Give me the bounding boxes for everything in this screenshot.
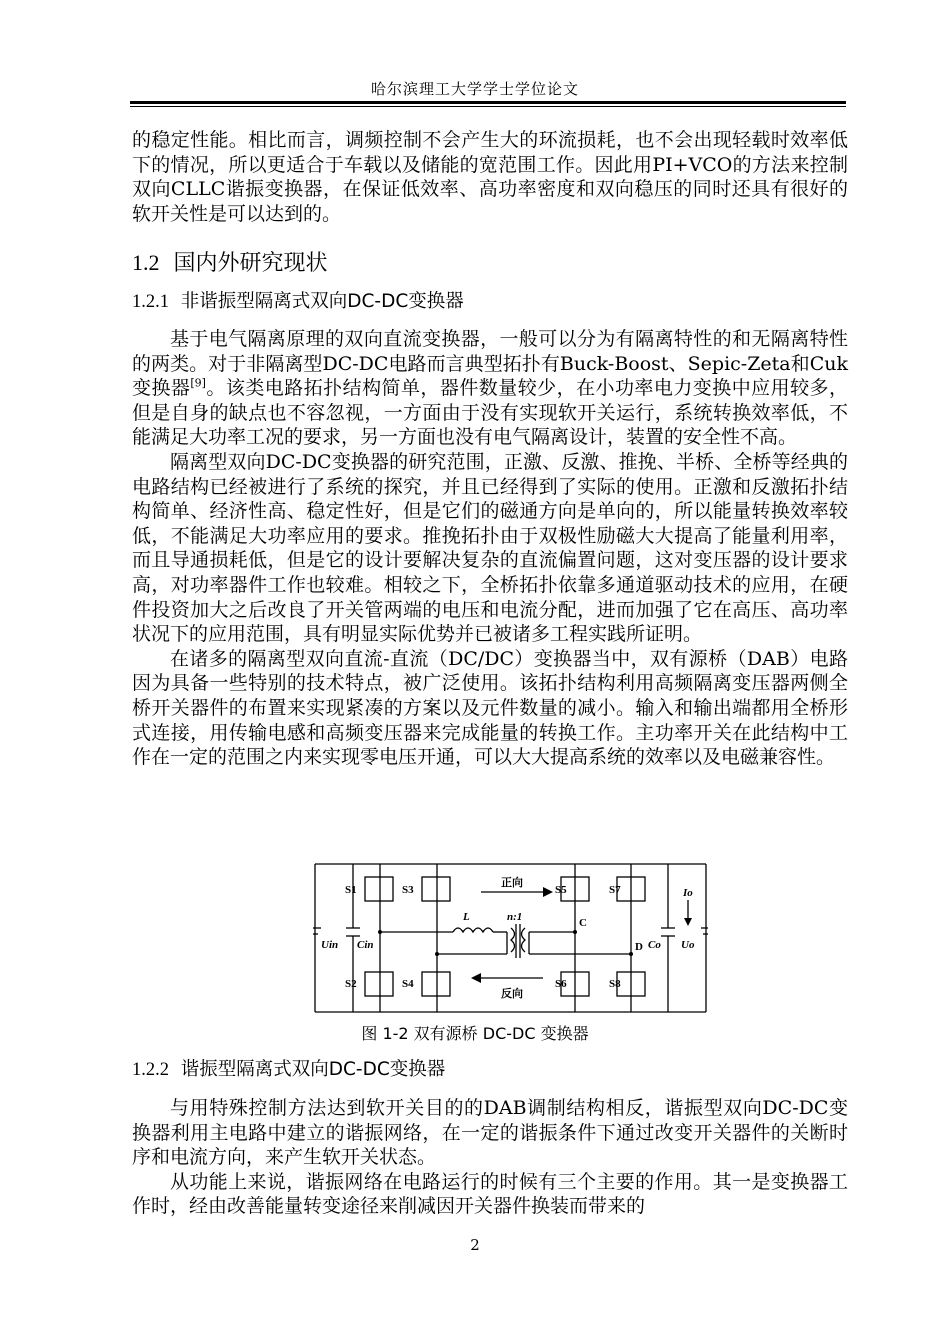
section-1-2-1-heading	[132, 289, 848, 315]
label-s1: S1	[345, 884, 357, 896]
label-node-c: C	[579, 917, 587, 929]
page-number: 2	[470, 1236, 480, 1254]
paragraph-1-text-a: 基于电气隔离原理的双向直流变换器，一般可以分为有隔离特性的和无隔离特性的两类。对于非隔离型DC-DC电路而言典型拓扑有Buck-Boost、Sepic-Zeta和Cuk变换器	[132, 328, 848, 400]
paragraph-1	[132, 327, 848, 450]
label-s2: S2	[345, 978, 357, 990]
intro-block	[132, 128, 848, 226]
paragraph-1-text-b: 。该类电路拓扑结构简单，器件数量较少，在小功率电力变换中应用较多，但是自身的缺点也不容忽视，一方面由于没有实现软开关运行，系统转换效率低，不能满足大功率工况的要求，另一方面也没有电气隔离设计，装置的安全性不高。	[132, 377, 848, 449]
label-uin: Uin	[321, 939, 339, 951]
section-1-2-1-body	[132, 327, 848, 770]
label-uo: Uo	[681, 939, 695, 951]
subsection-number: 1.2.2	[132, 1060, 169, 1080]
section-number: 1.2	[132, 250, 160, 275]
label-io: Io	[683, 887, 693, 899]
label-s6: S6	[555, 978, 567, 990]
subsection-title: 非谐振型隔离式双向DC-DC变换器	[180, 291, 464, 312]
label-ratio: n:1	[507, 911, 523, 923]
section-1-2-2-body	[132, 1096, 848, 1219]
figure-caption: 图 1-2 双有源桥 DC-DC 变换器	[361, 1024, 589, 1043]
label-inductor: L	[463, 911, 470, 923]
paragraph-2: 隔离型双向DC-DC变换器的研究范围，正激、反激、推挽、半桥、全桥等经典的电路结构已经被进行了系统的探究，并且已经得到了实际的使用。正激和反激拓扑结构简单、经济性高、稳定性好，但是它们的磁通方向是单向的，所以能量转换效率较低，不能满足大功率应用的要求。推挽拓扑由于双极性励磁大大提高了能量利用率，而且导通损耗低，但是它的设计要解决复杂的直流偏置问题，这对变压器的设计要求高，对功率器件工作也较难。相较之下，全桥拓扑依靠多通道驱动技术的应用，在硬件投资加大之后改良了开关管两端的电压和电流分配，进而加强了它在高压、高功率状况下的应用范围，具有明显实际优势并已被诸多工程实践所证明。	[132, 450, 848, 646]
label-co: Co	[648, 939, 661, 951]
section-1-2-heading	[132, 248, 848, 279]
label-s4: S4	[402, 978, 414, 990]
subsection-number: 1.2.1	[132, 292, 169, 312]
paragraph-4: 与用特殊控制方法达到软开关目的的DAB调制结构相反，谐振型双向DC-DC变换器利用主电路中建立的谐振网络，在一定的谐振条件下通过改变开关器件的关断时序和电流方向，来产生软开关状态。	[132, 1097, 848, 1169]
header-title: 哈尔滨理工大学学士学位论文	[370, 80, 579, 98]
intro-paragraph: 的稳定性能。相比而言，调频控制不会产生大的环流损耗，也不会出现轻载时效率低下的情况，所以更适合于车载以及储能的宽范围工作。因此用PI+VCO的方法来控制双向CLLC谐振变换器，在保证低效率、高功率密度和双向稳压的同时还具有很好的软开关性是可以达到的。	[132, 129, 848, 225]
label-node-d: D	[635, 941, 643, 953]
subsection-title: 谐振型隔离式双向DC-DC变换器	[180, 1059, 446, 1080]
section-1-2-2-heading	[132, 1057, 848, 1083]
header-rule-thin	[130, 106, 846, 107]
label-s7: S7	[609, 884, 621, 896]
label-s8: S8	[609, 978, 621, 990]
paragraph-5: 从功能上来说，谐振网络在电路运行的时候有三个主要的作用。其一是变换器工作时，经由改善能量转变途径来削减因开关器件换装而带来的	[132, 1170, 848, 1218]
label-s5: S5	[555, 884, 567, 896]
label-s3: S3	[402, 884, 414, 896]
section-title: 国内外研究现状	[173, 251, 328, 276]
header-rule-thick	[130, 101, 846, 104]
dab-circuit-diagram	[313, 860, 708, 1018]
label-reverse: 反向	[501, 987, 523, 1000]
paragraph-3: 在诸多的隔离型双向直流-直流（DC/DC）变换器当中，双有源桥（DAB）电路因为具备一些特别的技术特点，被广泛使用。该拓扑结构利用高频隔离变压器两侧全桥开关器件的布置来实现紧凑的方案以及元件数量的减小。输入和输出端都用全桥形式连接，用传输电感和高频变压器来完成能量的转换工作。主功率开关在此结构中工作在一定的范围之内来实现零电压开通，可以大大提高系统的效率以及电磁兼容性。	[132, 647, 848, 769]
label-forward: 正向	[501, 876, 523, 889]
label-cin: Cin	[357, 939, 374, 951]
citation-ref[interactable]: [9]	[190, 376, 206, 390]
